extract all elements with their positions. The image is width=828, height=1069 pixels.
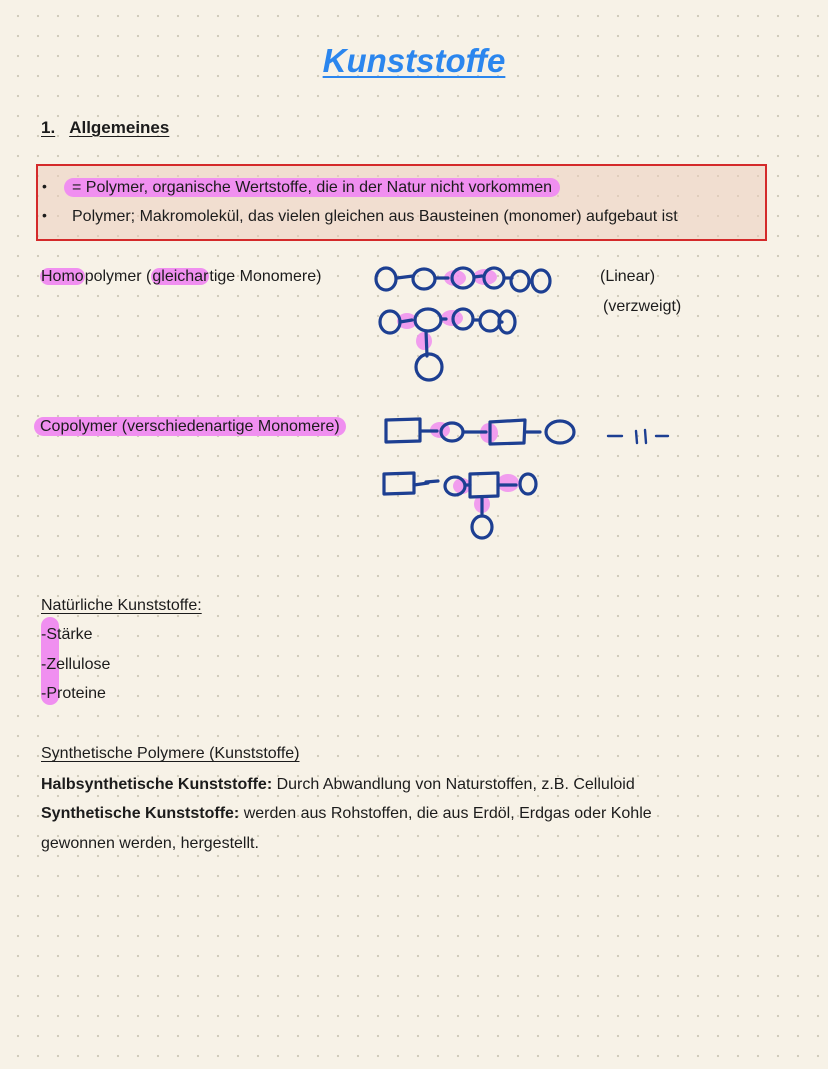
- homopolymer-label: Homopolymer (gleichartige Monomere): [41, 268, 322, 285]
- section-label: Allgemeines: [69, 118, 170, 137]
- natural-item-cellulose: -Zellulose: [41, 656, 111, 673]
- definition-bullet-2: Polymer; Makromolekül, das vielen gleichen aus Bausteinen (monomer) aufgebaut ist: [72, 208, 678, 225]
- ditto-mark: [608, 430, 668, 443]
- synthetic-line-1: Synthetische Kunststoffe: werden aus Rohstoffen, die aus Erdöl, Erdgas oder Kohle: [41, 805, 652, 822]
- semi-synthetic-line: Halbsynthetische Kunststoffe: Durch Abwandlung von Naturstoffen, z.B. Celluloid: [41, 776, 635, 793]
- bullet-dot: •: [42, 178, 47, 194]
- highlight: gleichar: [152, 268, 209, 285]
- linear-label: (Linear): [600, 268, 656, 285]
- synthetic-line-2: gewonnen werden, hergestellt.: [41, 835, 259, 852]
- highlight: = Polymer, organische Wertstoffe, die in der Natur nicht vorkommen: [64, 178, 560, 197]
- branched-label: (verzweigt): [603, 298, 682, 315]
- highlight: Copolymer (verschiedenartige Monomere): [34, 417, 346, 436]
- copolymer-linear-chain: [386, 419, 574, 444]
- highlight: Homo: [41, 268, 84, 285]
- bullet-dot: •: [42, 207, 47, 223]
- page-title: Kunststoffe: [322, 42, 506, 79]
- synthetic-heading: Synthetische Polymere (Kunststoffe): [41, 745, 300, 762]
- natural-item-proteins: -Proteine: [41, 685, 106, 702]
- natural-heading: Natürliche Kunststoffe:: [41, 597, 202, 614]
- section-number: 1.: [41, 118, 56, 137]
- natural-item-starch: -Stärke: [41, 626, 93, 643]
